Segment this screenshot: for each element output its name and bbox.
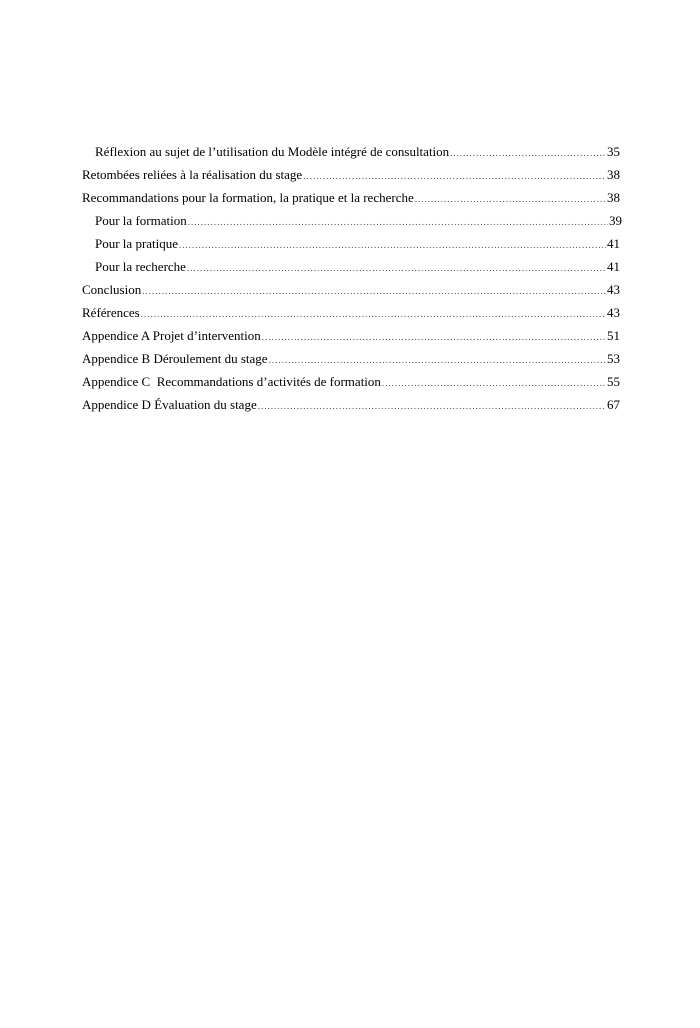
toc-leader-dots (141, 303, 606, 326)
toc-leader-dots (415, 188, 606, 211)
toc-leader-dots (262, 326, 606, 349)
toc-entry-label: Retombées reliées à la réalisation du stage (82, 167, 303, 182)
toc-entry-page: 41 (607, 259, 620, 274)
toc-leader-dots (188, 211, 608, 234)
toc-leader-dots (269, 349, 606, 372)
toc-entry-label: Pour la formation (95, 213, 187, 228)
toc-entry-page: 51 (607, 328, 620, 343)
toc-entry (82, 324, 620, 347)
table-of-contents (82, 140, 620, 416)
toc-entry-page: 67 (607, 397, 620, 412)
toc-entry-label: Pour la pratique (95, 236, 179, 251)
toc-entry (82, 255, 620, 278)
toc-entry (82, 140, 620, 163)
toc-leader-dots (179, 234, 606, 257)
toc-entry-page: 35 (607, 144, 620, 159)
toc-entry-label: Appendice B Déroulement du stage (82, 351, 268, 366)
toc-entry-page: 39 (609, 213, 622, 228)
toc-entry-page: 38 (607, 167, 620, 182)
toc-entry-label: Pour la recherche (95, 259, 186, 274)
toc-entry (82, 232, 620, 255)
toc-entry-label: Appendice D Évaluation du stage (82, 397, 257, 412)
toc-leader-dots (187, 257, 606, 280)
toc-entry-label: Réflexion au sujet de l’utilisation du Modèle intégré de consultation (95, 144, 450, 159)
toc-entry (82, 370, 620, 393)
toc-entry (82, 186, 620, 209)
toc-entry (82, 301, 620, 324)
toc-leader-dots (450, 142, 606, 165)
toc-leader-dots (382, 372, 606, 395)
toc-entry-page: 41 (607, 236, 620, 251)
toc-leader-dots (142, 280, 606, 303)
toc-entry-label: Appendice A Projet d’intervention (82, 328, 261, 343)
toc-entry-label: Références (82, 305, 140, 320)
toc-leader-dots (258, 395, 606, 418)
toc-entry (82, 278, 620, 301)
toc-entry-page: 43 (607, 282, 620, 297)
toc-entry-page: 43 (607, 305, 620, 320)
toc-entry-page: 55 (607, 374, 620, 389)
toc-entry-page: 53 (607, 351, 620, 366)
toc-entry (82, 347, 620, 370)
toc-entry (82, 163, 620, 186)
toc-entry-label: Appendice C Recommandations d’activités de formation (82, 374, 381, 389)
toc-entry (82, 209, 622, 232)
toc-entry (82, 393, 620, 416)
toc-entry-page: 38 (607, 190, 620, 205)
toc-leader-dots (303, 165, 606, 188)
toc-entry-label: Recommandations pour la formation, la pratique et la recherche (82, 190, 414, 205)
toc-entry-label: Conclusion (82, 282, 142, 297)
